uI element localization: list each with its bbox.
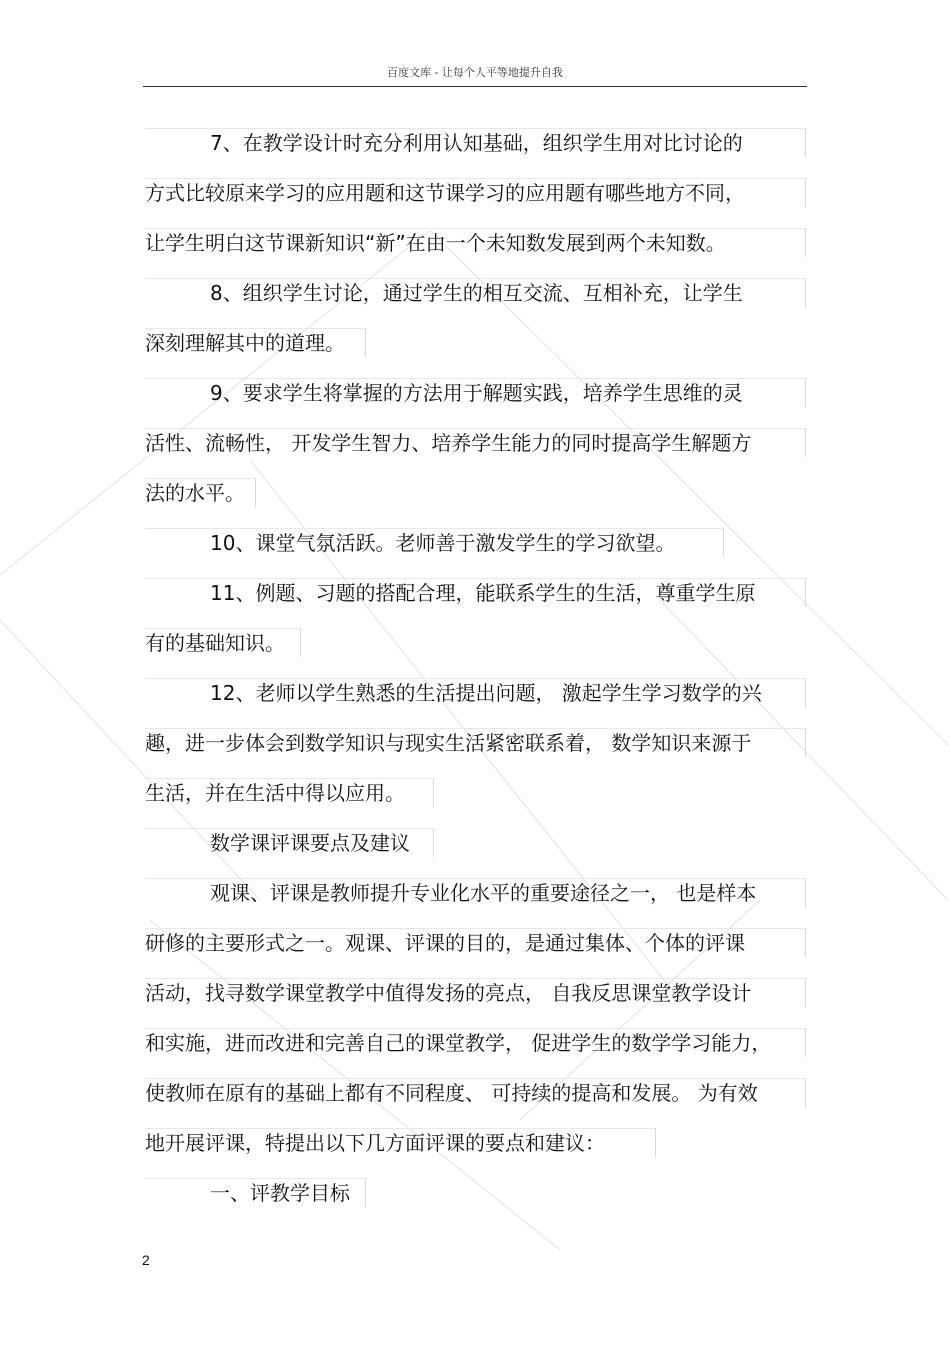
- page-header: 百度文库 - 让每个人平等地提升自我: [143, 66, 807, 87]
- section-title: 数学课评课要点及建议: [210, 831, 410, 855]
- paragraph-line: 研修的主要形式之一。观课、评课的目的，是通过集体、个体的评课: [145, 931, 745, 955]
- paragraph-line: 12、老师以学生熟悉的生活提出问题， 激起学生学习数学的兴: [210, 681, 762, 705]
- paragraph-line: 生活，并在生活中得以应用。: [145, 781, 405, 805]
- paragraph-line: 趣，进一步体会到数学知识与现实生活紧密联系着， 数学知识来源于: [145, 731, 752, 755]
- paragraph-line: 活性、流畅性， 开发学生智力、培养学生能力的同时提高学生解题方: [145, 431, 752, 455]
- paragraph-line: 地开展评课，特提出以下几方面评课的要点和建议：: [145, 1131, 605, 1155]
- section-heading: 一、评教学目标: [210, 1181, 350, 1205]
- paragraph-line: 9、要求学生将掌握的方法用于解题实践，培养学生思维的灵: [210, 381, 743, 405]
- paragraph-line: 让学生明白这节课新知识“新”在由一个未知数发展到两个未知数。: [145, 231, 726, 255]
- page-number: 2: [142, 1252, 150, 1268]
- paragraph-line: 和实施，进而改进和完善自己的课堂教学， 促进学生的数学学习能力，: [145, 1031, 772, 1055]
- paragraph-line: 8、组织学生讨论，通过学生的相互交流、互相补充，让学生: [210, 281, 743, 305]
- paragraph-line: 使教师在原有的基础上都有不同程度、 可持续的提高和发展。 为有效: [145, 1081, 758, 1105]
- paragraph-line: 深刻理解其中的道理。: [145, 331, 345, 355]
- paragraph-line: 法的水平。: [145, 481, 245, 505]
- paragraph-line: 有的基础知识。: [145, 631, 285, 655]
- paragraph-line: 活动，找寻数学课堂教学中值得发扬的亮点， 自我反思课堂教学设计: [145, 981, 752, 1005]
- paragraph-line: 11、例题、习题的搭配合理，能联系学生的生活，尊重学生原: [210, 581, 756, 605]
- paragraph-line: 7、在教学设计时充分利用认知基础，组织学生用对比讨论的: [210, 131, 743, 155]
- paragraph-line: 观课、评课是教师提升专业化水平的重要途径之一， 也是样本: [210, 881, 757, 905]
- paragraph-line: 方式比较原来学习的应用题和这节课学习的应用题有哪些地方不同，: [145, 181, 745, 205]
- paragraph-line: 10、课堂气氛活跃。老师善于激发学生的学习欲望。: [210, 531, 676, 555]
